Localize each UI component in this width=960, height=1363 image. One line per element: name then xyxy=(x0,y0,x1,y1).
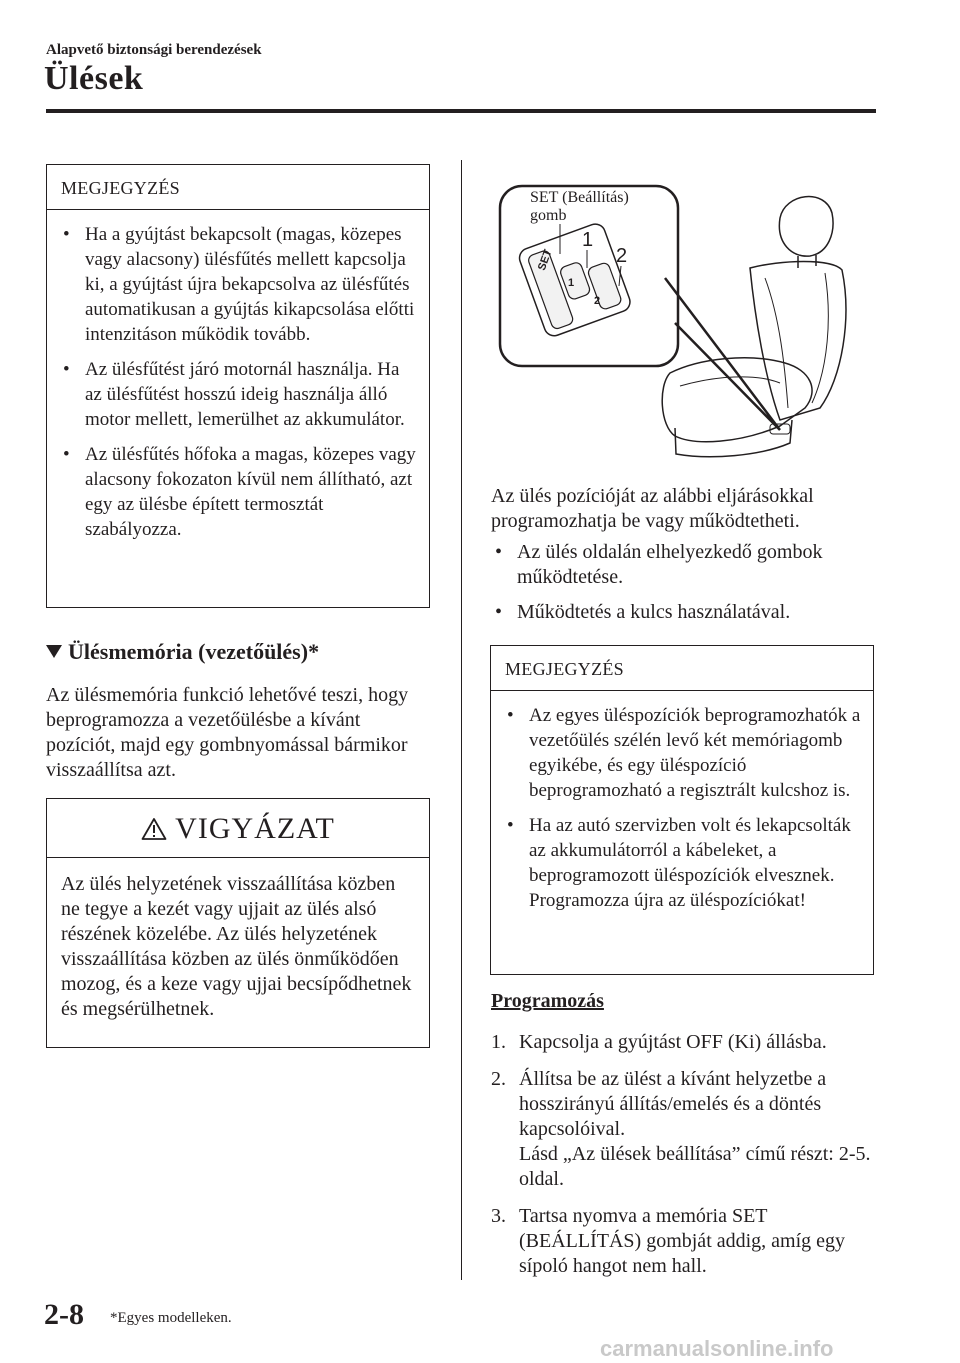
programming-steps xyxy=(491,1030,877,1279)
set-callout-line2: gomb xyxy=(530,207,567,224)
seat-memory-figure xyxy=(480,158,860,468)
right-intro: Az ülés pozícióját az alábbi eljárásokkal programozhatja be vagy működtetheti. xyxy=(491,485,814,532)
note-box-heating xyxy=(46,164,430,608)
step-item xyxy=(491,1204,877,1279)
page-title: Ülések xyxy=(44,60,144,97)
note-bullet xyxy=(59,442,421,542)
step-number: 1. xyxy=(491,1031,506,1053)
triangle-marker-icon xyxy=(46,645,62,658)
method-item xyxy=(491,600,875,625)
button-1-label: 1 xyxy=(568,277,575,289)
step-text: Állítsa be az ülést a kívánt helyzetbe a hosszirányú állítás/emelés és a döntés kapcsolóival. xyxy=(519,1068,827,1140)
step-text: Kapcsolja a gyújtást OFF (Ki) állásba. xyxy=(519,1031,827,1053)
note-bullet xyxy=(59,222,421,347)
note-heading: MEGJEGYZÉS xyxy=(47,165,429,210)
watermark: carmanualsonline.info xyxy=(600,1336,834,1361)
programming-heading: Programozás xyxy=(491,990,604,1012)
set-callout-line1: SET (Beállítás) xyxy=(530,189,629,206)
method-item xyxy=(491,540,875,590)
note-bullet-text: Ha az autó szervizben volt és lekapcsolták az akkumulátorról a kábeleket, a beprogramozott üléspozíciók elvesznek. Programozza újra az üléspozíciókat! xyxy=(529,815,851,911)
bullet-icon: • xyxy=(63,224,70,245)
callout-number-1: 1 xyxy=(582,229,594,251)
bullet-icon: • xyxy=(507,705,514,726)
caution-heading-text: VIGYÁZAT xyxy=(175,812,335,845)
note-bullet xyxy=(59,357,421,432)
seat-illustration xyxy=(480,158,860,468)
note-bullet-text: Ha a gyújtást bekapcsolt (magas, közepes vagy alacsony) ülésfűtés mellett kapcsolja ki, a gyújtást újra bekapcsolva az ülésfűtés automatikusan a gyújtás kikapcsolása előtti intenzitáson működik tovább. xyxy=(85,224,415,345)
section-label: Alapvető biztonsági berendezések xyxy=(46,42,262,58)
button-2-label: 2 xyxy=(594,295,601,307)
note-bullet-text: Az ülésfűtést járó motornál használja. Ha az ülésfűtést hosszú ideig használja álló motor mellett, lemerülhet az akkumulátor. xyxy=(85,359,405,430)
memory-intro: Az ülésmemória funkció lehetővé teszi, hogy beprogramozza a vezetőülésbe a kívánt pozíciót, majd egy gombnyomással bármikor visszaállítsa azt. xyxy=(46,684,409,781)
caution-box xyxy=(46,798,430,1048)
bullet-icon: • xyxy=(495,541,503,563)
method-text: Működtetés a kulcs használatával. xyxy=(517,601,791,623)
callout-number-2: 2 xyxy=(616,245,628,267)
warning-triangle-icon xyxy=(141,817,167,841)
note-bullet xyxy=(503,813,865,913)
step-number: 2. xyxy=(491,1068,506,1090)
step-reference: Lásd „Az ülések beállítása” című részt: 2-5. oldal. xyxy=(519,1143,871,1190)
method-list xyxy=(491,540,875,635)
note-bullet-text: Az ülésfűtés hőfoka a magas, közepes vagy alacsony fokozaton kívül nem állítható, azt egy az ülésbe épített termosztát szabályozza. xyxy=(85,444,416,540)
step-number: 3. xyxy=(491,1205,506,1227)
note-box-memory xyxy=(490,645,874,975)
bullet-icon: • xyxy=(495,601,503,623)
step-item xyxy=(491,1067,877,1192)
step-text: Tartsa nyomva a memória SET (BEÁLLÍTÁS) gombját addig, amíg egy sípoló hangot nem hall. xyxy=(519,1205,846,1277)
bullet-icon: • xyxy=(63,444,70,465)
set-button-label: SET xyxy=(535,247,555,273)
bullet-icon: • xyxy=(63,359,70,380)
footnote: *Egyes modelleken. xyxy=(110,1310,232,1326)
method-text: Az ülés oldalán elhelyezkedő gombok működtetése. xyxy=(517,541,823,588)
title-rule xyxy=(46,109,876,113)
section-heading xyxy=(46,639,319,665)
note-heading: MEGJEGYZÉS xyxy=(491,646,873,691)
section-heading-text: Ülésmemória (vezetőülés)* xyxy=(68,639,320,664)
page-number: 2-8 xyxy=(44,1298,84,1331)
note-bullet xyxy=(503,703,865,803)
note-bullet-text: Az egyes üléspozíciók beprogramozhatók a vezetőülés szélén levő két memóriagomb egyikébe, és egy üléspozíció beprogramozható a regisztrált kulcshoz is. xyxy=(529,705,861,801)
caution-heading xyxy=(47,799,429,858)
bullet-icon: • xyxy=(507,815,514,836)
step-item xyxy=(491,1030,877,1055)
column-divider xyxy=(461,160,462,1280)
caution-text: Az ülés helyzetének visszaállítása közben ne tegye a kezét vagy ujjait az ülés alsó részének közelébe. Az ülés helyzetének visszaállítása közben az ülés önműködően mozog, és a keze vagy ujjai becsípődhetnek és megsérülhetnek. xyxy=(61,873,412,1020)
